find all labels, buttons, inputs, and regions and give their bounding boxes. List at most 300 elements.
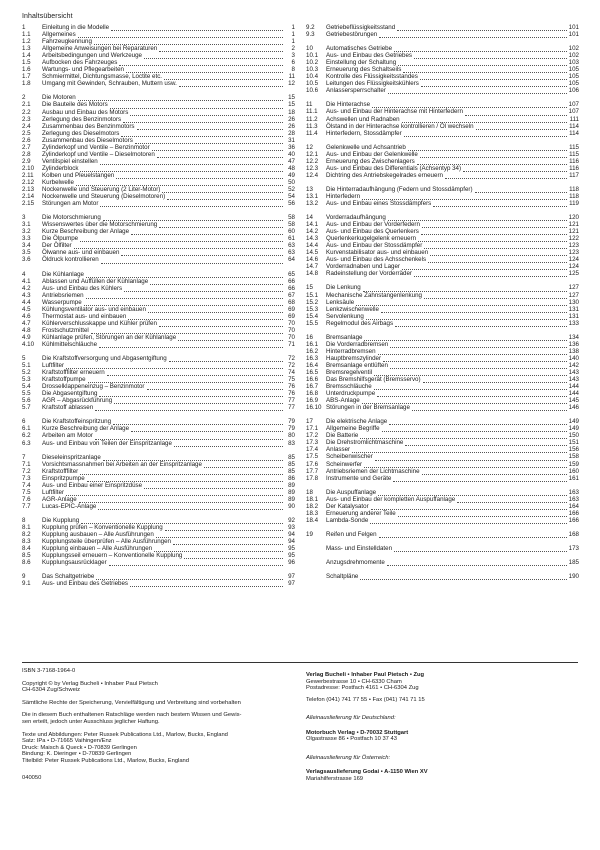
toc-entry [306, 158, 579, 165]
toc-leader-dots [144, 483, 283, 489]
toc-entry-number: 3.4 [22, 242, 31, 250]
toc-entry-title: Luftfilter [42, 488, 65, 496]
toc-entry-number: 2.12 [22, 178, 35, 186]
toc-leader-dots [147, 385, 284, 391]
toc-entry-number: 3.3 [22, 235, 31, 243]
toc-entry-page: 69 [288, 312, 295, 320]
toc-entry-title: Die Motorschmierung [42, 214, 101, 222]
toc-entry [22, 552, 295, 559]
toc-leader-dots [390, 363, 567, 369]
toc-entry-title: Anlasser [326, 446, 351, 454]
toc-entry-title: Leitungen des Flüssigkeitskühlers [326, 80, 419, 88]
toc-leader-dots [164, 75, 283, 81]
toc-entry-number: 8.6 [22, 559, 31, 567]
toc-entry-number: 17.4 [306, 446, 319, 454]
toc-leader-dots [374, 385, 567, 391]
toc-entry-page: 119 [569, 199, 579, 207]
toc-entry [306, 66, 579, 73]
toc-entry [306, 489, 579, 496]
toc-entry-title: Aus- und Einbau der Gelenkwelle [326, 150, 418, 158]
toc-entry-title: Erneuerung anderer Teile [326, 509, 396, 517]
toc-entry-title: Aus- und Einbau einer Einspritzdüse [42, 481, 143, 489]
toc-entry-title: Achswellen und Radnaben [326, 115, 400, 123]
toc-entry-number: 1.6 [22, 66, 31, 74]
toc-entry-number: 13.1 [306, 192, 319, 200]
toc-entry-number: 10.1 [306, 52, 319, 60]
toc-entry [22, 130, 295, 137]
toc-entry [22, 59, 295, 66]
toc-entry-page: 111 [569, 115, 579, 123]
copyright [22, 681, 302, 694]
toc-entry [22, 228, 295, 235]
toc-entry-number: 2.11 [22, 171, 34, 179]
toc-entry-page: 90 [288, 502, 295, 510]
toc-entry-page: 70 [288, 326, 295, 334]
toc-entry-number: 17.2 [306, 432, 319, 440]
toc-entry [306, 334, 579, 341]
toc-leader-dots [124, 286, 283, 292]
toc-entry [22, 538, 295, 545]
toc-entry [306, 214, 579, 221]
toc-leader-dots [137, 124, 283, 130]
toc-entry-page: 95 [288, 552, 295, 560]
toc-entry [306, 299, 579, 306]
toc-entry-page: 164 [568, 502, 579, 510]
credit-line: Satz: IPa • D-71665 Vaihingen/Enz [22, 738, 112, 745]
toc-section [306, 573, 579, 580]
toc-entry-title: Der Ölfilter [42, 242, 72, 250]
toc-entry-number: 1 [22, 24, 26, 31]
toc-leader-dots [475, 187, 567, 193]
toc-leader-dots [421, 230, 567, 236]
toc-entry-title: Die Auspuffanlage [326, 488, 377, 496]
toc-entry-number: 14.3 [306, 235, 319, 243]
toc-entry [22, 66, 295, 73]
toc-section [306, 418, 579, 481]
publisher-block [306, 672, 578, 788]
toc-entry-page: 77 [288, 404, 295, 412]
toc-entry-title: Gelenkwelle und Achsantrieb [326, 143, 406, 151]
toc-entry-page: 86 [288, 474, 295, 482]
toc-entry-number: 15.5 [306, 319, 319, 327]
toc-section [22, 24, 295, 87]
toc-entry-page: 173 [568, 544, 579, 552]
toc-section [22, 454, 295, 510]
toc-entry-title: Antriebsriemen der Lichtmaschine [326, 467, 420, 475]
toc-leader-dots [107, 371, 283, 377]
toc-entry [306, 475, 579, 482]
toc-entry-number: 7.3 [22, 474, 31, 482]
toc-entry-number: 8.1 [22, 524, 31, 531]
toc-entry [306, 256, 579, 263]
toc-entry [306, 468, 579, 475]
toc-entry-page: 105 [568, 66, 579, 74]
toc-entry [306, 52, 579, 59]
toc-entry-page: 106 [568, 87, 579, 95]
toc-entry-title: Kraftstofffilter [42, 467, 79, 475]
toc-entry-title: Nockenwelle und Steuerung (Dieselmotoren) [42, 193, 166, 201]
toc-leader-dots [100, 159, 283, 165]
toc-entry-page: 163 [568, 488, 579, 496]
toc-entry-page: 1 [291, 24, 295, 31]
toc-leader-dots [79, 497, 283, 503]
toc-entry-page: 66 [288, 277, 295, 285]
toc-entry-number: 15.1 [306, 291, 319, 299]
toc-entry-title: Mass- und Einstelldaten [326, 544, 393, 552]
toc-leader-dots [159, 223, 283, 229]
toc-entry-page: 26 [288, 115, 295, 123]
toc-entry [306, 284, 579, 291]
toc-entry [306, 376, 579, 383]
toc-entry-number: 4.8 [22, 326, 31, 334]
toc-leader-dots [398, 61, 567, 67]
toc-entry-title: Frostschutzmittel [42, 326, 89, 334]
toc-entry-title: Kurbelwelle [42, 178, 74, 186]
toc-entry-page: 149 [568, 418, 579, 426]
toc-entry-title: Einstellung der Schaltung [326, 59, 397, 67]
toc-entry-title: Die Bauteile des Motors [42, 101, 108, 109]
toc-leader-dots [430, 251, 567, 257]
toc-entry-title: Aus- und Einbau der kompletten Auspuffanlage [326, 495, 456, 503]
toc-entry [22, 109, 295, 116]
toc-entry-number: 12.2 [306, 157, 319, 165]
print-code: 040050 [22, 774, 42, 781]
toc-entry [306, 306, 579, 313]
toc-entry-title: Antriebsriemen [42, 291, 84, 299]
toc-entry [22, 461, 295, 468]
toc-entry-title: Hinterfedern [326, 192, 361, 200]
toc-entry-title: Störungen am Motor [42, 200, 99, 208]
toc-entry-page: 144 [568, 383, 579, 391]
toc-entry-title: Reifen und Felgen [326, 530, 377, 538]
toc-entry-page: 142 [568, 361, 579, 369]
toc-entry [22, 517, 295, 524]
toc-entry-title: Kühlungsventilator aus- und einbauen [42, 305, 146, 313]
toc-leader-dots [403, 68, 566, 74]
toc-entry-title: Bremsanlage [326, 333, 363, 341]
toc-entry-title: Regelmodul des Airbags [326, 319, 394, 327]
toc-entry-page: 161 [568, 474, 579, 482]
toc-entry [22, 313, 295, 320]
credit-line: Titelbild: Peter Russek Publications Ltd., Marlow, Bucks, England [22, 757, 190, 764]
toc-entry-number: 17.6 [306, 460, 319, 468]
toc-entry-page: 92 [288, 516, 295, 524]
toc-entry-number: 3.2 [22, 228, 31, 236]
toc-leader-dots [402, 265, 567, 271]
toc-entry-title: Servolenkung [326, 312, 364, 320]
toc-entry-page: 190 [568, 573, 579, 581]
toc-leader-dots [404, 131, 567, 137]
toc-entry-title: Kraftstoff ablassen [42, 404, 94, 412]
toc-entry-number: 7.7 [22, 502, 31, 510]
toc-entry-page: 121 [568, 228, 579, 236]
toc-entry-number: 5.1 [22, 362, 31, 370]
toc-entry-number: 7.6 [22, 495, 31, 503]
toc-leader-dots [424, 293, 567, 299]
toc-entry-page: 143 [568, 368, 579, 376]
toc-entry-title: Aus- und Einbau des Getriebes [326, 52, 412, 60]
toc-entry [306, 31, 579, 38]
toc-entry-number: 6 [22, 418, 26, 426]
toc-entry [22, 559, 295, 566]
toc-entry-number: 18.4 [306, 516, 319, 524]
toc-leader-dots [101, 258, 283, 264]
toc-entry [306, 510, 579, 517]
toc-entry-page: 144 [568, 390, 579, 398]
toc-leader-dots [408, 145, 567, 151]
toc-entry-number: 13.2 [306, 199, 319, 207]
toc-entry-title: Wasserpumpe [42, 298, 82, 306]
toc-entry-number: 8.3 [22, 538, 31, 546]
toc-entry-number: 5 [22, 355, 26, 363]
toc-entry-page: 96 [288, 559, 295, 567]
toc-leader-dots [433, 202, 567, 208]
toc-entry [306, 313, 579, 320]
toc-entry-page: 131 [568, 305, 579, 313]
toc-leader-dots [424, 244, 566, 250]
toc-entry-page: 80 [288, 432, 295, 440]
toc-entry-number: 12 [306, 143, 313, 151]
toc-leader-dots [395, 321, 567, 327]
toc-entry-page: 121 [568, 221, 579, 229]
toc-entry-page: 89 [288, 481, 295, 489]
toc-entry-title: Erneuerung des Schaltseils [326, 66, 402, 74]
toc-entry-page: 138 [568, 347, 579, 355]
toc-entry [22, 496, 295, 503]
toc-leader-dots [420, 75, 567, 81]
toc-leader-dots [173, 540, 283, 546]
toc-entry-title: Getriebeflüssigkeitsstand [326, 24, 396, 31]
toc-leader-dots [148, 307, 283, 313]
toc-entry-page: 130 [568, 298, 579, 306]
toc-entry-number: 8.2 [22, 531, 31, 539]
toc-entry-number: 11 [306, 101, 313, 109]
toc-entry-title: Die Hinterradaufhängung (Federn und Stossdämpfer) [326, 185, 473, 193]
toc-leader-dots [110, 103, 283, 109]
toc-entry-title: Lucas-EPIC-Anlage [42, 502, 97, 510]
toc-entry-title: Ablassen und Auffüllen der Kühlanlage [42, 277, 149, 285]
toc-entry-title: Bremsschläuche [326, 383, 372, 391]
toc-section [22, 271, 295, 349]
toc-leader-dots [80, 469, 283, 475]
toc-entry-page: 145 [568, 397, 579, 405]
toc-leader-dots [169, 357, 283, 363]
toc-entry-page: 101 [568, 24, 579, 31]
toc-entry-title: Scheinwerfer [326, 460, 363, 468]
toc-entry-page: 15 [288, 94, 295, 102]
toc-entry-page: 131 [568, 312, 579, 320]
toc-entry-number: 8.4 [22, 545, 31, 553]
toc-entry-number: 4.1 [22, 277, 31, 285]
toc-entry-number: 2.1 [22, 101, 31, 109]
toc-entry-title: Öldruck kontrollieren [42, 256, 99, 264]
toc-entry-page: 85 [288, 460, 295, 468]
toc-entry-page: 89 [288, 488, 295, 496]
toc-entry [306, 263, 579, 270]
disclaimer-line-2: sen erteilt, jedoch unter Ausschluss jeglicher Haftung. [22, 718, 160, 725]
toc-entry-number: 1.4 [22, 52, 31, 60]
toc-entry [306, 496, 579, 503]
toc-entry-page: 60 [288, 228, 295, 236]
publisher-name: Verlag Bucheli • Inhaber Paul Pietsch • Zug [306, 672, 425, 678]
toc-entry-page: 102 [568, 45, 579, 53]
toc-entry-page: 72 [288, 355, 295, 363]
toc-leader-dots [366, 314, 567, 320]
toc-entry-number: 4.2 [22, 284, 31, 292]
toc-entry-page: 127 [568, 291, 579, 299]
toc-entry-page: 149 [568, 425, 579, 433]
toc-entry-title: Hauptbremszylinder [326, 354, 382, 362]
toc-entry-number: 7 [22, 453, 26, 461]
toc-entry [306, 80, 579, 87]
publisher-phone: Telefon (041) 741 77 55 • Fax (041) 741 71 15 [306, 696, 425, 703]
toc-entry-page: 69 [288, 305, 295, 313]
toc-entry [22, 186, 295, 193]
toc-entry-title: Kurze Beschreibung der Anlage [42, 228, 130, 236]
toc-entry-title: Zylinderkopf und Ventile – Benzinmotor [42, 143, 150, 151]
toc-leader-dots [159, 47, 283, 53]
toc-leader-dots [135, 138, 283, 144]
toc-entry-title: Die Kühlanlage [42, 270, 84, 278]
toc-entry [22, 376, 295, 383]
toc-entry-page: 166 [568, 516, 579, 524]
toc-entry-number: 14.8 [306, 270, 319, 278]
toc-entry-number: 16 [306, 333, 313, 341]
toc-entry-number: 2.10 [22, 164, 35, 172]
toc-entry [22, 123, 295, 130]
toc-entry-number: 3.1 [22, 221, 31, 229]
publisher-postal: Postadresse: Postfach 4161 • CH-6304 Zug [306, 685, 419, 692]
toc-entry-title: Kolben und Pleuelstangen [42, 171, 115, 179]
toc-entry-page: 97 [288, 580, 295, 588]
toc-entry-page: 102 [568, 52, 579, 60]
toc-entry [306, 383, 579, 390]
toc-entry-title: Aus- und Einbau von Teilen der Einspritzanlage [42, 439, 172, 447]
toc-section [306, 489, 579, 524]
toc-entry-page: 127 [568, 284, 579, 292]
toc-leader-dots [116, 173, 283, 179]
toc-entry-title: Die Drehstromlichtmaschine [326, 439, 404, 447]
toc-entry-number: 1.3 [22, 45, 31, 53]
toc-entry-title: Die Lenkung [326, 284, 361, 292]
toc-section [306, 186, 579, 207]
toc-entry [22, 475, 295, 482]
toc-leader-dots [414, 54, 567, 60]
toc-entry-title: Zerlegung des Dieselmotors [42, 129, 120, 137]
toc-entry-title: Wartungs- und Pflegearbeiten [42, 66, 124, 74]
toc-entry [306, 573, 579, 580]
toc-entry-number: 14.6 [306, 256, 319, 264]
toc-section [22, 573, 295, 587]
toc-entry [22, 425, 295, 432]
toc-entry-page: 8 [291, 66, 295, 74]
toc-leader-dots [377, 392, 566, 398]
copyright-line-1: Copyright © by Verlag Bucheli • Inhaber Paul Pietsch [22, 680, 158, 687]
toc-entry-number: 2.4 [22, 122, 31, 130]
toc-entry [22, 94, 295, 101]
toc-entry-page: 11 [288, 73, 295, 81]
toc-entry [306, 186, 579, 193]
toc-entry-title: Kurze Beschreibung der Anlage [42, 425, 130, 433]
toc-entry-title: ABS-Anlage [326, 397, 360, 405]
toc-leader-dots [131, 427, 283, 433]
toc-entry-page: 116 [569, 164, 579, 172]
toc-entry [306, 87, 579, 94]
toc-leader-dots [80, 237, 283, 243]
toc-entry [22, 292, 295, 299]
toc-entry-title: Kupplung prüfen – Konventionelle Kupplung [42, 524, 163, 531]
toc-entry-title: Die Batterie [326, 432, 359, 440]
toc-leader-dots [379, 33, 566, 39]
toc-leader-dots [144, 54, 283, 60]
toc-entry-title: Bremsanlage entlüften [326, 361, 388, 369]
toc-entry-title: Nockenwelle und Steuerung (2 Liter-Motor) [42, 186, 161, 194]
toc-entry [22, 334, 295, 341]
toc-entry-number: 6.1 [22, 425, 31, 433]
toc-entry-title: AGR-Anlage [42, 495, 77, 503]
toc-entry-page: 28 [288, 129, 295, 137]
toc-section [306, 45, 579, 94]
toc-entry [306, 116, 579, 123]
toc-leader-dots [98, 504, 283, 510]
toc-entry-page: 2 [291, 45, 295, 53]
toc-leader-dots [428, 258, 567, 264]
toc-section [22, 94, 295, 207]
toc-leader-dots [388, 89, 567, 95]
toc-leader-dots [463, 166, 567, 172]
toc-leader-dots [476, 124, 567, 130]
toc-entry-number: 11.4 [306, 129, 318, 137]
toc-entry-title: Aus- und Einbau des Achsschenkels [326, 256, 427, 264]
toc-entry-number: 1.2 [22, 38, 31, 46]
toc-entry [22, 80, 295, 87]
toc-entry [306, 390, 579, 397]
toc-entry-title: Die Abgasentgiftung [42, 390, 98, 398]
toc-leader-dots [123, 117, 283, 123]
toc-entry [22, 468, 295, 475]
toc-section [306, 284, 579, 326]
toc-entry-title: Die Kraftstoffeinspritzung [42, 418, 112, 426]
toc-entry-title: Kühlmittelschläuche [42, 340, 98, 348]
toc-entry-page: 66 [288, 284, 295, 292]
toc-entry-number: 15.2 [306, 298, 319, 306]
toc-entry [306, 418, 579, 425]
toc-entry [22, 101, 295, 108]
toc-entry-number: 2.8 [22, 150, 31, 158]
toc-entry [22, 73, 295, 80]
toc-entry-number: 1.1 [22, 31, 31, 39]
toc-entry-title: Lenksäule [326, 298, 355, 306]
toc-entry-number: 5.4 [22, 383, 31, 391]
toc-entry-page: 159 [568, 460, 579, 468]
toc-leader-dots [397, 26, 567, 32]
toc-entry-number: 16.7 [306, 383, 319, 391]
toc-entry-page: 114 [569, 122, 579, 130]
toc-entry-number: 2.3 [22, 115, 31, 123]
toc-entry-number: 2.6 [22, 136, 31, 144]
toc-entry-page: 185 [568, 559, 579, 566]
toc-entry-page: 134 [568, 333, 579, 341]
toc-entry [22, 151, 295, 158]
toc-leader-dots [375, 455, 567, 461]
toc-entry-title: Anzugsdrehmomente [326, 559, 385, 566]
toc-entry [22, 52, 295, 59]
toc-leader-dots [204, 462, 283, 468]
toc-entry-page: 93 [288, 524, 295, 531]
disclaimer-line-1: Die in diesem Buch enthaltenen Ratschläge werden nach bestem Wissen und Gewis- [22, 712, 242, 719]
toc-entry-page: 114 [569, 129, 579, 137]
toc-entry-title: Störungen in der Bremsanlage [326, 404, 410, 412]
